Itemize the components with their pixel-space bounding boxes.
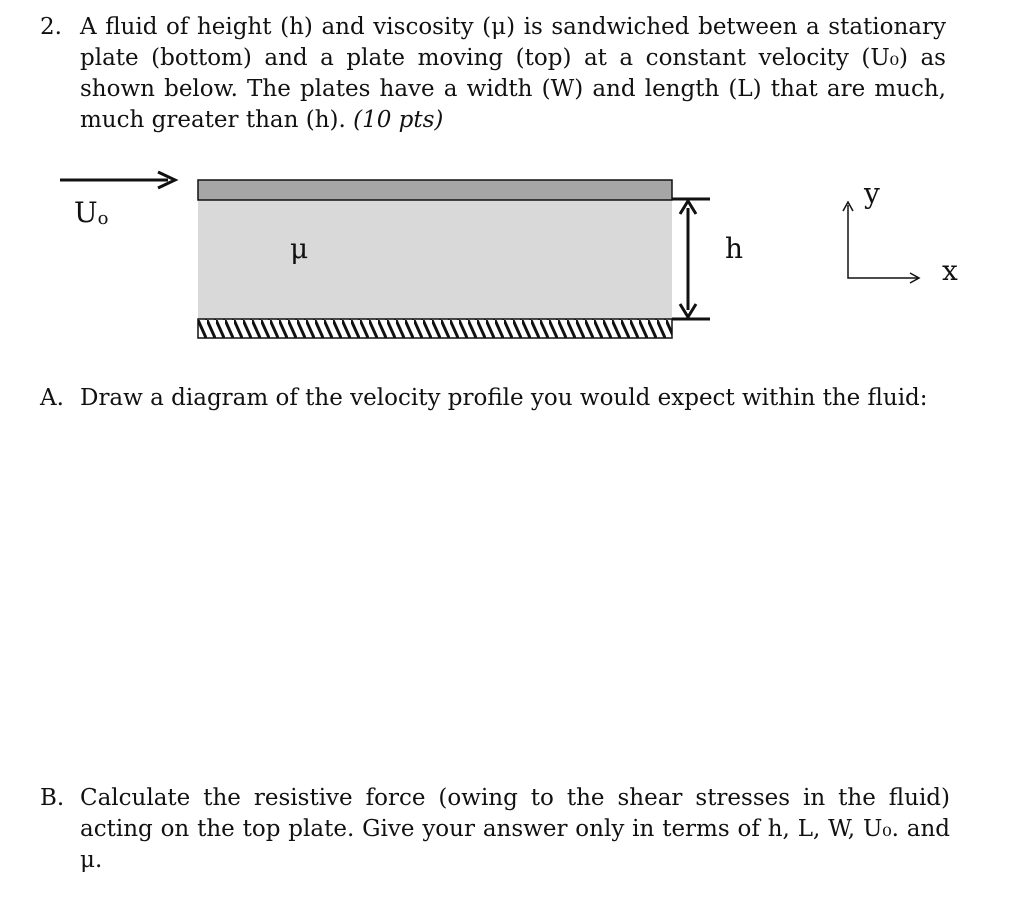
- part-a-letter: A.: [40, 385, 64, 411]
- part-b-letter: B.: [40, 785, 65, 811]
- part-b-text: Calculate the resistive force (owing to the shear stresses in the fluid) acting on the top plate. Give your answer only in terms of h, L, W, U₀. and μ.: [80, 785, 950, 873]
- x-axis-label: x: [942, 254, 958, 287]
- problem-statement-text: A fluid of height (h) and viscosity (μ) is sandwiched between a stationary plate (bottom) and a plate moving (top) at a constant velocity (U₀) as shown below. The plates have a width (W) and length (L) that are much, much greater than (h).: [80, 14, 946, 133]
- bottom-stationary-plate: [198, 319, 672, 338]
- top-moving-plate: [198, 180, 672, 200]
- coordinate-axes: [843, 202, 919, 283]
- viscosity-label: μ: [290, 232, 309, 265]
- couette-flow-diagram: [0, 0, 1024, 360]
- velocity-arrow: [60, 172, 175, 188]
- problem-points: (10 pts): [353, 107, 444, 133]
- y-axis-label: y: [864, 177, 880, 210]
- height-dimension-arrow: [672, 199, 710, 319]
- problem-number: 2.: [40, 14, 62, 40]
- part-a-text: Draw a diagram of the velocity profile you would expect within the fluid:: [80, 385, 928, 411]
- height-label: h: [725, 232, 744, 265]
- fluid-region: [198, 199, 672, 319]
- velocity-label: Uo: [74, 196, 109, 229]
